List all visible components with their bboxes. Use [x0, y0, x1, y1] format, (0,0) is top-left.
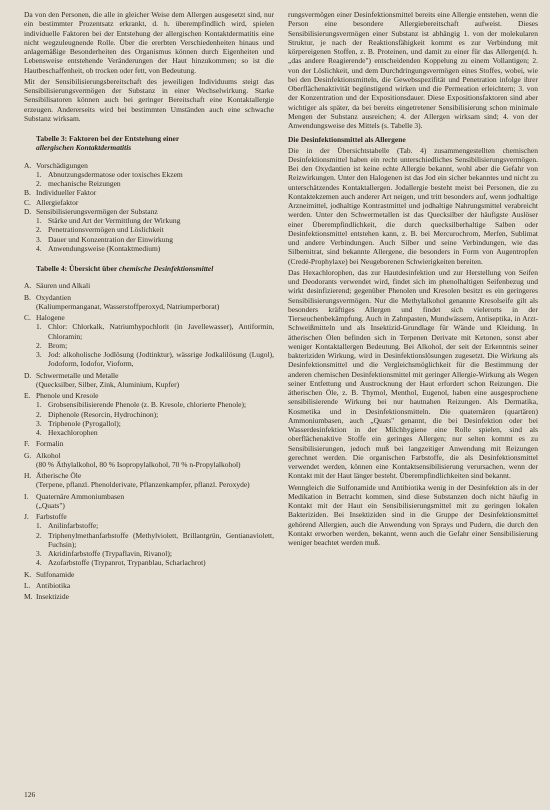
table4-list	[24, 281, 274, 601]
subitem-number: 1.	[36, 521, 42, 531]
subitem-number: 2.	[36, 530, 42, 540]
subitem-text: mechanische Reizungen	[48, 179, 121, 188]
table4-item	[24, 570, 274, 579]
table4-item	[24, 581, 274, 590]
item-label: Allergiefaktor	[36, 197, 79, 207]
table4-item	[24, 492, 274, 501]
table3-title: Tabelle 3: Faktoren bei der Entstehung einer	[36, 134, 180, 143]
item-label: Vorschädigungen	[36, 160, 88, 170]
subitem-number: 4.	[36, 558, 42, 568]
table4-subitem	[24, 350, 274, 369]
item-letter: C.	[24, 197, 31, 207]
table4-subtitle: chemische Desinfektionsmittel	[118, 264, 214, 273]
item-note: (Quecksilber, Silber, Zink, Aluminium, Kupfer)	[36, 379, 180, 389]
item-label: Quaternäre Ammoniumbasen	[36, 491, 125, 501]
subitem-number: 4.	[36, 428, 42, 437]
subitem-number: 1.	[36, 322, 42, 332]
item-note: (Terpene, pflanzl. Phenolderivate, Pflanzenkampfer, pflanzl. Peroxyde)	[36, 480, 250, 490]
item-note: („Quats")	[36, 500, 65, 510]
item-label: Phenole und Kresole	[36, 391, 99, 400]
subitem-text: Stärke und Art der Vermittlung der Wirkung	[48, 216, 181, 225]
subitem-number: 3.	[36, 350, 42, 359]
item-label: Alkohol	[36, 450, 61, 460]
table4-subitem	[24, 549, 274, 558]
subitem-number: 3.	[36, 234, 42, 244]
table3-list	[24, 161, 274, 254]
item-letter: J.	[24, 512, 29, 521]
intro-paragraph-1: Da von den Personen, die alle in gleicher Weise dem Allergen ausgesetzt sind, nur ein bestimmter Prozentsatz erkrankt, d. h. überempfindlich wird, spielen individuelle Faktoren bei der Entstehung der allergischen Kontaktdermatitis eine nicht wegzuleugnende Rolle. Über die ererbten Verschiedenheiten hinaus und anlagemäßige Besonderheiten des Organismus können durch Eigenheiten und Lebensweise entstehende Veränderungen der Haut hinzukommen; so ist die Hautbeschaffenheit, ob trocken oder fett, von Bedeutung.	[24, 10, 274, 75]
item-letter: I.	[24, 491, 29, 501]
table3-subitem	[24, 216, 274, 225]
item-label: Farbstoffe	[36, 512, 67, 521]
item-letter: H.	[24, 471, 32, 480]
table4-item	[24, 391, 274, 400]
table4-title: Tabelle 4: Übersicht über	[36, 264, 118, 273]
subitem-text: Abnutzungsdermatose oder toxisches Ekzem	[48, 169, 183, 179]
subitem-number: 3.	[36, 418, 42, 428]
subitem-text: Diphenole (Resorcin, Hydrochinon);	[48, 409, 159, 419]
item-label: Halogene	[36, 313, 65, 322]
subitem-number: 1.	[36, 400, 42, 410]
subitem-text: Grobsensibilisierende Phenole (z. B. Kresole, chlorierte Phenole);	[48, 400, 247, 410]
table4-subitem	[24, 410, 274, 419]
subitem-number: 2.	[36, 409, 42, 419]
subitem-text: Dauer und Konzentration der Einwirkung	[48, 234, 173, 244]
table3-subitem	[24, 225, 274, 234]
table4-item	[24, 471, 274, 480]
subitem-number: 1.	[36, 216, 42, 225]
item-letter: C.	[24, 313, 31, 322]
table4-subitem	[24, 521, 274, 530]
right-paragraph-2: Das Hexachlorophen, das zur Hautdesinfektion und zur Herstellung von Seifen und Deodorants verwendet wird, findet sich im phenolhaltigen Seifenbezug und wirkt desinfizierend; gegenüber Phenolen und Kresolen besitzt es ein geringeres Sensibilisierungsvermögen. Nur die Methylalkohol genannte Kresolseife gilt als besonders kräftiges Allergen und findet sich vielerorts in der Tierseuchenbekämpfung. Auch in Zahnpasten, Mundwässern, Antiseptika, in Arzt-Schweißmitteln und als Insektizid-Grundlage für Wände und Kleidung. In ätherischen Ölen befinden sich in Terpenen Derivate mit Ketonen, sonst aber weniger Kontaktallergen Bedeutung. Bei Alkohol, der seit der Erkenntnis seiner bakteriziden Wirkung, wird in Desinfektionslösungen zugesetzt. Die Wirkung als Desinfektionsmittel und die Vergleichsmöglichkeit für die Bestimmung der anderen chemischen Desinfektionsmittel mit geringer Allergie-Wirkung als Wegen seiner Entfettung und Austrocknung der Haut erfordert schon Reizungen. Die ätherischen Öle, z. B. Thymol, Menthol, Eugenol, haben eine ausgesprochene sensibilisierende Wirkung bei nur hautnahen Reizungen. Als Dermatika, Kosmetika und in Desinfektionsmitteln. Die quaternären (quartären) Ammoniumbasen, auch „Quats" genannt, die bei Desinfektion oder bei Wasserdesinfektion in der Milchhygiene eine Rolle spielen, sind als oberflächenaktive Stoffe ein geringes Allergen; nur selten kommt es zu Sensibilisierungen, jedoch muß bei langzeitiger Anwendung mit Reizungen gerechnet werden. Die organischen Farbstoffe, die als Desinfektionsmittel verwendet werden, können eine Kontaktsensibilisierung verursachen, wenn der Kontakt mit der Haut länger besteht. Überempfindlichkeiten sind bekannt.	[288, 267, 538, 481]
table3-subtitle: allergischen Kontaktdermatitis	[36, 143, 132, 153]
table4-item	[24, 512, 274, 521]
table4-subitem	[24, 322, 274, 341]
item-note: (Kaliumpermanganat, Wasserstoffperoxyd, Natriumperborat)	[36, 301, 220, 311]
table3-subitem	[24, 235, 274, 244]
item-letter: B.	[24, 292, 31, 302]
table3-item	[24, 198, 274, 207]
table4-subitem	[24, 428, 274, 437]
page-number: 126	[24, 790, 36, 799]
item-letter: D.	[24, 206, 32, 216]
subitem-text: Anilinfarbstoffe;	[48, 521, 99, 531]
table3-subitem	[24, 170, 274, 179]
subitem-number: 2.	[36, 179, 42, 188]
item-letter: B.	[24, 188, 31, 198]
item-label: Ätherische Öle	[36, 471, 82, 480]
subitem-text: Triphenylmethanfarbstoffe (Methylviolett, Brillantgrün, Gentianaviolett, Fuchsin);	[48, 530, 274, 549]
item-label: Antibiotika	[36, 580, 71, 590]
item-letter: K.	[24, 569, 32, 579]
subitem-text: Triphenole (Pyrogallol);	[48, 418, 121, 428]
subitem-text: Akridinfarbstoffe (Trypaflavin, Rivanol);	[48, 549, 172, 558]
intro-paragraph-2: Mit der Sensibilisierungsbereitschaft des jeweiligen Individuums steigt das Sensibilisierungsvermögen der Substanz in einer Wechselwirkung. Starke Sensibilisatoren können auch bei geringer Bereitschaft eine Kontaktallergie erzeugen. Andererseits wird bei bestimmten Umständen auch eine schwache Substanz wirksam.	[24, 76, 274, 123]
table4-subitem	[24, 531, 274, 550]
table4-item	[24, 371, 274, 380]
subitem-number: 2.	[36, 340, 42, 350]
item-label: Sensibilisierungsvermögen der Substanz	[36, 206, 158, 216]
item-label: Individueller Faktor	[36, 188, 97, 198]
subitem-number: 1.	[36, 169, 42, 179]
table3-subitem	[24, 244, 274, 253]
item-label: Sulfonamide	[36, 569, 75, 579]
table4-item	[24, 281, 274, 290]
table3-caption	[24, 134, 274, 153]
item-label: Schwermetalle und Metalle	[36, 370, 119, 380]
table4-subitem	[24, 558, 274, 567]
right-column	[288, 10, 538, 549]
item-note: (80 % Äthylalkohol, 80 % Isopropylalkohol, 70 % n-Propylalkohol)	[36, 459, 241, 469]
table4-item	[24, 313, 274, 322]
item-letter: A.	[24, 160, 32, 170]
item-letter: M.	[24, 592, 33, 601]
subitem-text: Chlor: Chlorkalk, Natriumhypochlorit (in Javellewasser), Antiformin, Chloramin;	[48, 322, 274, 341]
item-letter: L.	[24, 580, 31, 590]
subitem-number: 4.	[36, 243, 42, 253]
table3-subitem	[24, 179, 274, 188]
item-letter: E.	[24, 391, 31, 400]
item-label: Oxydantien	[36, 292, 71, 302]
item-letter: A.	[24, 281, 32, 291]
subitem-text: Anwendungsweise (Kontaktmedium)	[48, 243, 161, 253]
table4-item	[24, 592, 274, 601]
item-label: Formalin	[36, 439, 64, 449]
right-paragraph-top: rungsvermögen einer Desinfektionsmittel bereits eine Allergie entstehen, wenn die Person eine besondere Allergiebereitschaft aufweist. Dieses Sensibilisierungsvermögen einer Substanz ist abhängig 1. von der molekularen Struktur, je nach der Reaktionsfähigkeit kommt es zur Verbindung mit körpereigenen Stoffen, z. B. Proteinen, und damit zu einer für das Allergen(d. h. „das andere Reagierende") entscheidenden Koppelung zu einem Vollantigen; 2. von der Löslichkeit, und dem Durchdringungsvermögen eines Stoffes, wobei, wie bei den Desinfektionsmitteln, die Gewebsspezifität und Penetration infolge ihrer Oberflächenaktivität begünstigend wirken und die Permeation erleichtern; 3. von der Konzentration und der Expositionsdauer. Diese Expositionsfaktoren sind aber wichtiger als später, da bei bereits eingetretener Sensibilisierung schon minimale Mengen der Substanz ausreichen; 4. der Allergen wirksam sind; 4. von der Anwendungsweise des Mittels (s. Tabelle 3).	[288, 10, 538, 130]
table4-caption	[24, 264, 274, 273]
subitem-text: Hexachlorophen	[48, 428, 98, 437]
table4-item	[24, 293, 274, 302]
subitem-text: Azofarbstoffe (Trypanrot, Trypanblau, Scharlachrot)	[48, 558, 206, 568]
left-column	[24, 10, 274, 601]
item-letter: F.	[24, 439, 30, 449]
subitem-number: 3.	[36, 549, 42, 558]
item-letter: D.	[24, 370, 32, 380]
table4-subitem	[24, 341, 274, 350]
subitem-text: Penetrationsvermögen und Löslichkeit	[48, 225, 164, 235]
table3-item	[24, 207, 274, 216]
table3-item	[24, 161, 274, 170]
table3-item	[24, 188, 274, 197]
table4-item	[24, 451, 274, 460]
item-label: Säuren und Alkali	[36, 281, 91, 291]
table4-item	[24, 439, 274, 448]
section-heading: Die Desinfektionsmittel als Allergene	[288, 135, 406, 145]
subitem-number: 2.	[36, 225, 42, 235]
item-letter: G.	[24, 450, 32, 460]
subitem-text: Brom;	[48, 340, 68, 350]
item-label: Insektizide	[36, 592, 69, 601]
right-paragraph-3: Wenngleich die Sulfonamide und Antibiotika wenig in der Desinfektion als in der Medikation in Betracht kommen, sind diese Substanzen doch nicht häufig in Kontakt mit der Haut ein Sensibilisierungsmittel mit zu geringen lokalen Bakteriziden. Bei Insektiziden sind in die Gruppe der Desinfektionsmittel gehörend Allergien, auch die Anwendung von Sprays und Pudern, die durch den Kontakt erworben werden, bekannt, wenn auch die Gefahr einer Sensibilisierung weniger beachtet werden muß.	[288, 482, 538, 547]
table4-subitem	[24, 419, 274, 428]
subitem-text: Jod: alkoholische Jodlösung (Jodtinktur), wässrige Jodkalilösung (Lugol), Jodoform, Iodofor, Vioform,	[48, 350, 274, 369]
table4-subitem	[24, 400, 274, 409]
right-paragraph-1: Die in der Übersichtstabelle (Tab. 4) zusammengestellten chemischen Desinfektionsmittel haben ein recht unterschiedliches Sensibilisierungsvermögen. Bei den Oxydantien ist keine echte Allergie bekannt, wohl aber die Gefahr von Reizwirkungen. Unter den Halogenen ist das Jod ein sicher bekanntes und nicht zu unterschätzendes Kontaktallergen. Jodallergie besteht meist bei Personen, die zu Kontaktekzemen auch anderer Art neigen, und tritt besonders auf, wenn jodhaltige Arzneimittel, jodhaltige Kontrastmittel und jodhaltige Nahrungsmittel verabreicht werden. Unter den Schwermetallen ist das Quecksilber der häufigste Auslöser einer Überempfindlichkeit, die durch quecksilberhaltige Salben oder Desinfektionsmittel entstehen kann, z. B. bei Mercurochrom, Merfen, Sublimat und andere Verbindungen. Auch Silber und seine Verbindungen, wie das Silbernitrat, sind bekannte Allergene, die besonders in Form von Augentropfen (Credé-Prophylaxe) bei Neugeborenen Schwierigkeiten bereiten.	[288, 145, 538, 266]
